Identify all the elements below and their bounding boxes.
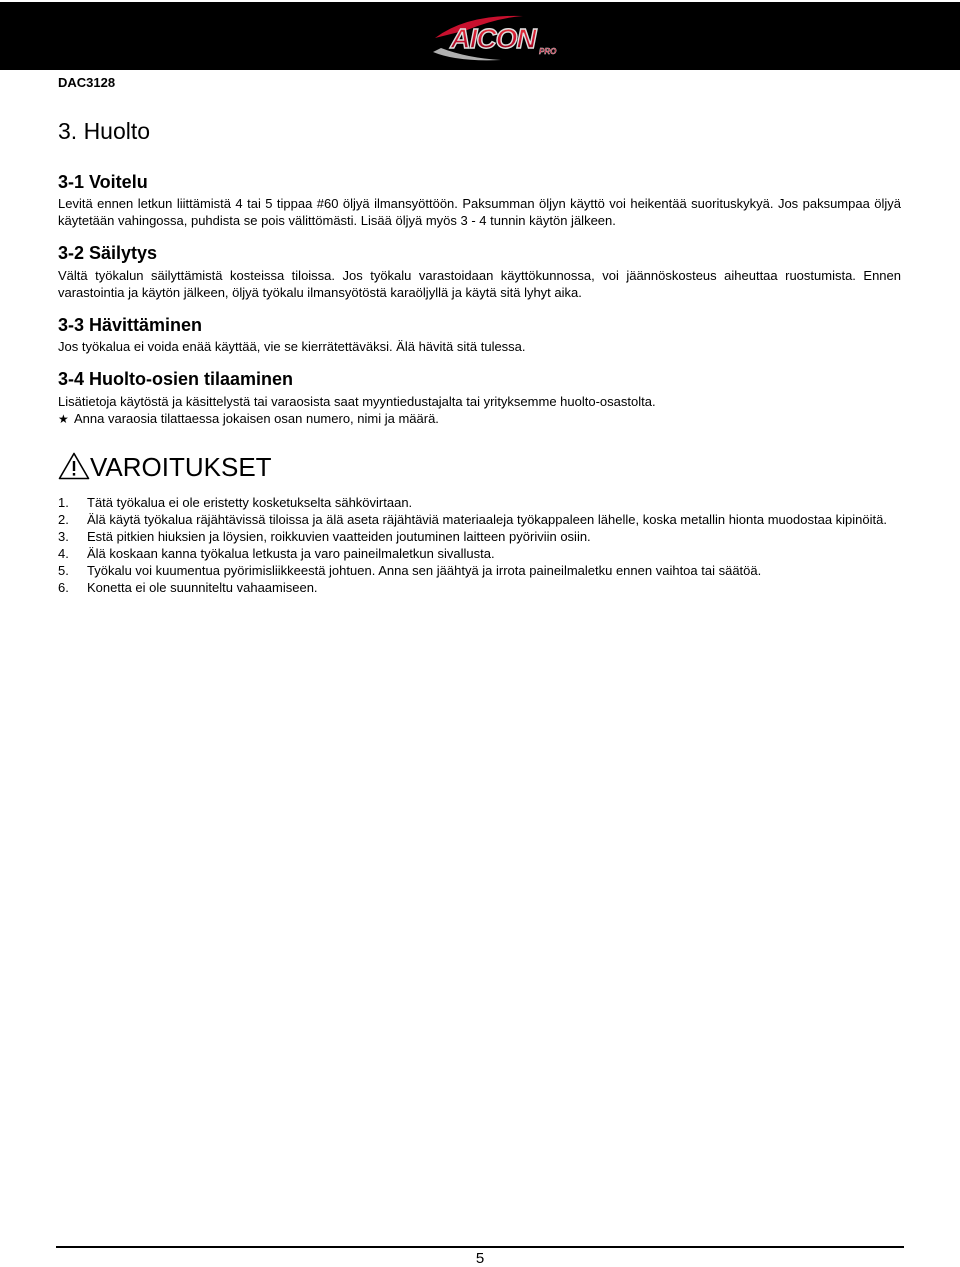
section-title: 3-3 Hävittäminen bbox=[58, 314, 203, 335]
footer-divider bbox=[56, 1246, 904, 1248]
header-bar bbox=[0, 2, 960, 70]
chapter-title: 3. Huolto bbox=[58, 118, 151, 144]
section-storage bbox=[58, 243, 901, 301]
section-parts-ordering bbox=[58, 369, 901, 428]
list-item bbox=[58, 511, 901, 528]
page-number: 5 bbox=[475, 1250, 485, 1267]
list-item-number: 5. bbox=[58, 562, 69, 578]
content bbox=[58, 118, 901, 596]
list-item-text: Työkalu voi kuumentua pyörimisliikkeestä johtuen. Anna sen jäähtyä ja irrota paineilmaletku ennen vaihtoa tai säätöä. bbox=[87, 562, 762, 578]
list-item-text: Tätä työkalua ei ole eristetty kosketukselta sähkövirtaan. bbox=[87, 494, 413, 510]
section-text: Levitä ennen letkun liittämistä 4 tai 5 tippaa #60 öljyä ilmansyöttöön. Paksumman öljyn käyttö voi heikentää suorituskykyä. Jos paksumpaa öljyä käytetään vahingossa, puhdista se pois välittömästi. Lisää öljyä myös 3 - 4 tunnin käytön jälkeen. bbox=[58, 196, 901, 229]
list-item bbox=[58, 545, 901, 562]
list-item-number: 4. bbox=[58, 545, 69, 561]
warnings-title: VAROITUKSET bbox=[90, 451, 272, 482]
list-item-number: 1. bbox=[58, 494, 69, 510]
aicon-pro-logo bbox=[427, 8, 561, 66]
list-item-text: Älä käytä työkalua räjähtävissä tiloissa ja älä aseta räjähtäviä materiaaleja työkappaleen lähelle, koska metallin hionta muodostaa kipinöitä. bbox=[87, 511, 887, 527]
section-title: 3-4 Huolto-osien tilaaminen bbox=[58, 369, 294, 390]
list-item-text: Estä pitkien hiuksien ja löysien, roikkuvien vaatteiden joutuminen laitteen pyöriviin osiin. bbox=[87, 528, 591, 544]
warnings-list bbox=[58, 494, 901, 596]
section-lubrication bbox=[58, 172, 901, 230]
list-item-number: 3. bbox=[58, 528, 69, 544]
order-note-text: Anna varaosia tilattaessa jokaisen osan numero, nimi ja määrä. bbox=[74, 410, 439, 426]
list-item-number: 2. bbox=[58, 511, 69, 527]
list-item-number: 6. bbox=[58, 579, 69, 595]
section-disposal bbox=[58, 315, 901, 356]
list-item-text: Älä koskaan kanna työkalua letkusta ja varo paineilmaletkun sivallusta. bbox=[87, 545, 495, 561]
list-item bbox=[58, 579, 901, 596]
section-title: 3-2 Säilytys bbox=[58, 243, 158, 264]
list-item bbox=[58, 494, 901, 511]
warning-triangle-icon bbox=[58, 452, 90, 480]
section-text: Vältä työkalun säilyttämistä kosteissa tiloissa. Jos työkalu varastoidaan käyttökunnossa, voi jäännöskosteus aiheuttaa ruostumista. Ennen varastointia ja käytön jälkeen, öljyä työkalu ilmansyötöstä karaöljyllä ja käytä sitä lyhyt aika. bbox=[58, 267, 901, 300]
section-text: Jos työkalua ei voida enää käyttää, vie se kierrätettäväksi. Älä hävitä sitä tulessa. bbox=[58, 339, 526, 355]
document-code: DAC3128 bbox=[58, 75, 116, 90]
svg-text:AICON: AICON bbox=[450, 23, 536, 54]
list-item bbox=[58, 528, 901, 545]
star-icon: ★ bbox=[58, 411, 69, 426]
section-title: 3-1 Voitelu bbox=[58, 171, 148, 192]
warnings-heading bbox=[58, 452, 901, 480]
section-text: Lisätietoja käytöstä ja käsittelystä tai varaosista saat myyntiedustajalta tai yrityksemme huolto-osastolta. bbox=[58, 393, 656, 409]
list-item bbox=[58, 562, 901, 579]
order-note bbox=[58, 410, 901, 428]
list-item-text: Konetta ei ole suunniteltu vahaamiseen. bbox=[87, 579, 318, 595]
svg-text:PRO: PRO bbox=[539, 47, 557, 56]
